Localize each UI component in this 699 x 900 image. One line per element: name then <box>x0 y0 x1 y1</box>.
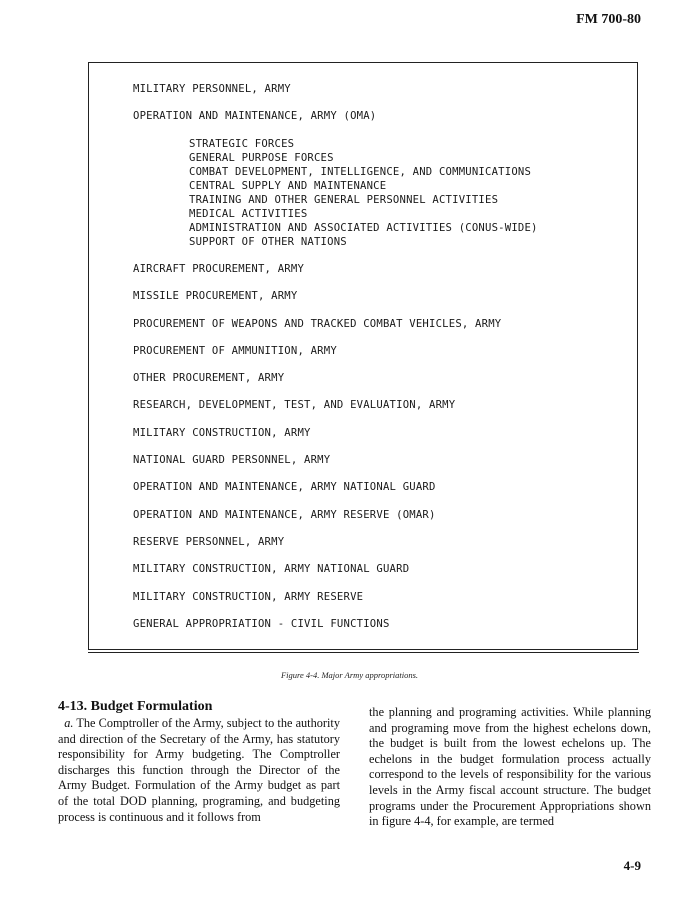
appropriation-item: OPERATION AND MAINTENANCE, ARMY NATIONAL GUARD <box>133 481 436 493</box>
appropriation-item: PROCUREMENT OF WEAPONS AND TRACKED COMBAT VEHICLES, ARMY <box>133 318 502 330</box>
page-number: 4-9 <box>623 858 641 873</box>
body-text-left-column <box>58 716 340 825</box>
appropriation-item: RESEARCH, DEVELOPMENT, TEST, AND EVALUATION, ARMY <box>133 399 456 411</box>
oma-subitem: TRAINING AND OTHER GENERAL PERSONNEL ACTIVITIES <box>189 194 499 206</box>
body-text-right-column: the planning and programing activities. While planning and programing move from the highest echelons down, the budget is built from the lowest echelons up. The echelons in the budget formulation process actually correspond to the levels of responsibility for the various levels in the Army fiscal account structure. The budget programs under the Procurement Appropriations shown in figure 4-4, for example, are termed <box>369 705 651 829</box>
figure-caption: Figure 4-4. Major Army appropriations. <box>280 670 419 680</box>
appropriation-item: MILITARY CONSTRUCTION, ARMY NATIONAL GUARD <box>133 563 410 575</box>
section-heading: 4-13. Budget Formulation <box>58 699 213 714</box>
manual-id: FM 700-80 <box>576 12 641 27</box>
appropriation-item: MISSILE PROCUREMENT, ARMY <box>133 290 298 302</box>
oma-subitem: GENERAL PURPOSE FORCES <box>189 152 334 164</box>
appropriation-item: OPERATION AND MAINTENANCE, ARMY RESERVE (OMAR) <box>133 509 436 521</box>
appropriation-item: RESERVE PERSONNEL, ARMY <box>133 536 285 548</box>
oma-subitem: SUPPORT OF OTHER NATIONS <box>189 236 347 248</box>
appropriation-item: OTHER PROCUREMENT, ARMY <box>133 372 285 384</box>
appropriation-item: AIRCRAFT PROCUREMENT, ARMY <box>133 263 305 275</box>
oma-subitem: COMBAT DEVELOPMENT, INTELLIGENCE, AND COMMUNICATIONS <box>189 166 532 178</box>
oma-subitem: MEDICAL ACTIVITIES <box>189 208 308 220</box>
appropriation-item: MILITARY CONSTRUCTION, ARMY <box>133 427 311 439</box>
paragraph-text: The Comptroller of the Army, subject to the authority and direction of the Secretary of the Army, has statutory responsibility for Army budgeting. The Comptroller discharges this function through the Director of the Army Budget. Formulation of the Army budget as part of the total DOD planning, programing, and budgeting process is continuous and it follows from <box>58 716 340 824</box>
appropriation-item: PROCUREMENT OF AMMUNITION, ARMY <box>133 345 337 357</box>
appropriation-item: MILITARY PERSONNEL, ARMY <box>133 83 291 95</box>
appropriation-item: MILITARY CONSTRUCTION, ARMY RESERVE <box>133 591 364 603</box>
appropriation-item: OPERATION AND MAINTENANCE, ARMY (OMA) <box>133 110 377 122</box>
paragraph-label: a. <box>64 716 74 730</box>
oma-subitem: ADMINISTRATION AND ASSOCIATED ACTIVITIES (CONUS-WIDE) <box>189 222 538 234</box>
oma-subitem: CENTRAL SUPPLY AND MAINTENANCE <box>189 180 387 192</box>
appropriation-item: GENERAL APPROPRIATION - CIVIL FUNCTIONS <box>133 618 390 630</box>
appropriation-item: NATIONAL GUARD PERSONNEL, ARMY <box>133 454 331 466</box>
appropriations-figure <box>88 62 638 650</box>
oma-subitem: STRATEGIC FORCES <box>189 138 295 150</box>
